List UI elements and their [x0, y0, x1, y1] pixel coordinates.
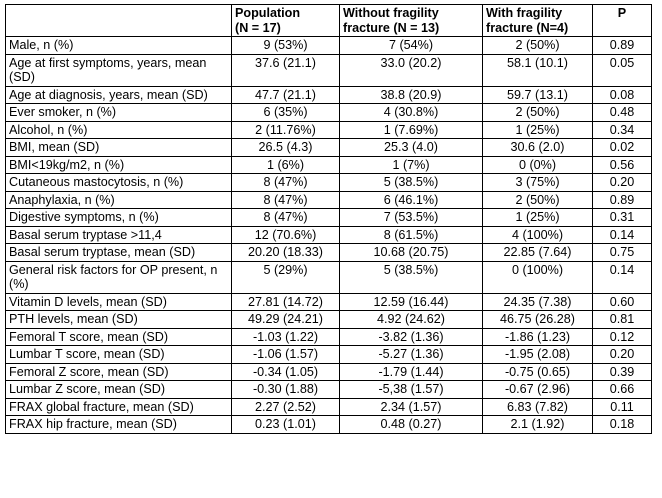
- without-fracture-cell: -5,38 (1.57): [340, 381, 483, 399]
- population-cell: 37.6 (21.1): [232, 54, 340, 86]
- p-value-cell: 0.12: [593, 328, 652, 346]
- without-fracture-cell: 7 (53.5%): [340, 209, 483, 227]
- with-fracture-cell: 1 (25%): [483, 209, 593, 227]
- population-cell: -0.30 (1.88): [232, 381, 340, 399]
- p-value-cell: 0.48: [593, 104, 652, 122]
- with-fracture-cell: 46.75 (26.28): [483, 311, 593, 329]
- p-value-cell: 0.75: [593, 244, 652, 262]
- p-value-cell: 0.31: [593, 209, 652, 227]
- population-cell: 9 (53%): [232, 37, 340, 55]
- population-cell: 8 (47%): [232, 174, 340, 192]
- population-cell: 26.5 (4.3): [232, 139, 340, 157]
- variable-cell: General risk factors for OP present, n (%): [6, 261, 232, 293]
- population-cell: 27.81 (14.72): [232, 293, 340, 311]
- population-cell: -1.03 (1.22): [232, 328, 340, 346]
- p-value-cell: 0.08: [593, 86, 652, 104]
- variable-cell: BMI<19kg/m2, n (%): [6, 156, 232, 174]
- table-row: [6, 37, 652, 55]
- without-fracture-cell: 1 (7%): [340, 156, 483, 174]
- without-fracture-cell: 4.92 (24.62): [340, 311, 483, 329]
- table-row: [6, 209, 652, 227]
- variable-cell: Ever smoker, n (%): [6, 104, 232, 122]
- with-fracture-cell: 30.6 (2.0): [483, 139, 593, 157]
- population-cell: 8 (47%): [232, 191, 340, 209]
- table-row: [6, 121, 652, 139]
- with-fracture-cell: -1.86 (1.23): [483, 328, 593, 346]
- header-cell-p: P: [593, 5, 652, 37]
- table-row: [6, 54, 652, 86]
- population-cell: 8 (47%): [232, 209, 340, 227]
- with-fracture-cell: 2 (50%): [483, 104, 593, 122]
- with-fracture-cell: 2 (50%): [483, 191, 593, 209]
- population-cell: 6 (35%): [232, 104, 340, 122]
- table-row: [6, 381, 652, 399]
- variable-cell: Age at first symptoms, years, mean (SD): [6, 54, 232, 86]
- variable-cell: Alcohol, n (%): [6, 121, 232, 139]
- header-cell-without-fracture: [340, 5, 483, 37]
- table-row: [6, 328, 652, 346]
- variable-cell: PTH levels, mean (SD): [6, 311, 232, 329]
- population-cell: 12 (70.6%): [232, 226, 340, 244]
- without-fracture-cell: 2.34 (1.57): [340, 398, 483, 416]
- table-row: [6, 261, 652, 293]
- table-row: [6, 174, 652, 192]
- table-row: [6, 156, 652, 174]
- with-fracture-cell: -0.75 (0.65): [483, 363, 593, 381]
- with-fracture-cell: -0.67 (2.96): [483, 381, 593, 399]
- with-fracture-cell: 2 (50%): [483, 37, 593, 55]
- table-row: [6, 346, 652, 364]
- without-fracture-cell: 10.68 (20.75): [340, 244, 483, 262]
- variable-cell: FRAX global fracture, mean (SD): [6, 398, 232, 416]
- p-value-cell: 0.05: [593, 54, 652, 86]
- table-row: [6, 139, 652, 157]
- p-value-cell: 0.39: [593, 363, 652, 381]
- p-value-cell: 0.20: [593, 346, 652, 364]
- p-value-cell: 0.18: [593, 416, 652, 434]
- without-fracture-cell: 12.59 (16.44): [340, 293, 483, 311]
- variable-cell: BMI, mean (SD): [6, 139, 232, 157]
- header-row: [6, 5, 652, 37]
- header-line: fracture (N=4): [486, 20, 569, 35]
- p-value-cell: 0.56: [593, 156, 652, 174]
- p-value-cell: 0.34: [593, 121, 652, 139]
- without-fracture-cell: 0.48 (0.27): [340, 416, 483, 434]
- population-cell: 49.29 (24.21): [232, 311, 340, 329]
- header-line: fracture (N = 13): [343, 20, 440, 35]
- population-cell: 2.27 (2.52): [232, 398, 340, 416]
- with-fracture-cell: -1.95 (2.08): [483, 346, 593, 364]
- table-row: [6, 311, 652, 329]
- with-fracture-cell: 6.83 (7.82): [483, 398, 593, 416]
- variable-cell: Age at diagnosis, years, mean (SD): [6, 86, 232, 104]
- header-cell-with-fracture: [483, 5, 593, 37]
- table-row: [6, 104, 652, 122]
- without-fracture-cell: 7 (54%): [340, 37, 483, 55]
- without-fracture-cell: 5 (38.5%): [340, 174, 483, 192]
- variable-cell: Lumbar Z score, mean (SD): [6, 381, 232, 399]
- with-fracture-cell: 1 (25%): [483, 121, 593, 139]
- p-value-cell: 0.89: [593, 191, 652, 209]
- population-cell: -1.06 (1.57): [232, 346, 340, 364]
- population-cell: 5 (29%): [232, 261, 340, 293]
- p-value-cell: 0.20: [593, 174, 652, 192]
- with-fracture-cell: 2.1 (1.92): [483, 416, 593, 434]
- variable-cell: Male, n (%): [6, 37, 232, 55]
- without-fracture-cell: -5.27 (1.36): [340, 346, 483, 364]
- with-fracture-cell: 22.85 (7.64): [483, 244, 593, 262]
- without-fracture-cell: 5 (38.5%): [340, 261, 483, 293]
- table-header: [6, 5, 652, 37]
- variable-cell: Basal serum tryptase >11,4: [6, 226, 232, 244]
- table-row: [6, 191, 652, 209]
- variable-cell: Anaphylaxia, n (%): [6, 191, 232, 209]
- table-row: [6, 363, 652, 381]
- variable-cell: Digestive symptoms, n (%): [6, 209, 232, 227]
- variable-cell: Cutaneous mastocytosis, n (%): [6, 174, 232, 192]
- without-fracture-cell: -1.79 (1.44): [340, 363, 483, 381]
- table-body: [6, 37, 652, 434]
- with-fracture-cell: 0 (0%): [483, 156, 593, 174]
- p-value-cell: 0.14: [593, 261, 652, 293]
- p-value-cell: 0.02: [593, 139, 652, 157]
- header-line: With fragility: [486, 6, 563, 20]
- without-fracture-cell: 4 (30.8%): [340, 104, 483, 122]
- table-row: [6, 244, 652, 262]
- header-cell-population: [232, 5, 340, 37]
- header-line: Without fragility: [343, 6, 439, 20]
- table-row: [6, 416, 652, 434]
- p-value-cell: 0.11: [593, 398, 652, 416]
- without-fracture-cell: 25.3 (4.0): [340, 139, 483, 157]
- with-fracture-cell: 4 (100%): [483, 226, 593, 244]
- without-fracture-cell: 38.8 (20.9): [340, 86, 483, 104]
- p-value-cell: 0.66: [593, 381, 652, 399]
- without-fracture-cell: 6 (46.1%): [340, 191, 483, 209]
- variable-cell: Vitamin D levels, mean (SD): [6, 293, 232, 311]
- table-row: [6, 226, 652, 244]
- table-row: [6, 293, 652, 311]
- p-value-cell: 0.60: [593, 293, 652, 311]
- variable-cell: Femoral Z score, mean (SD): [6, 363, 232, 381]
- population-cell: 20.20 (18.33): [232, 244, 340, 262]
- p-value-cell: 0.14: [593, 226, 652, 244]
- population-cell: 47.7 (21.1): [232, 86, 340, 104]
- variable-cell: Femoral T score, mean (SD): [6, 328, 232, 346]
- variable-cell: Lumbar T score, mean (SD): [6, 346, 232, 364]
- results-table: [5, 4, 652, 434]
- header-cell-variable: [6, 5, 232, 37]
- header-line: (N = 17): [235, 20, 281, 35]
- population-cell: -0.34 (1.05): [232, 363, 340, 381]
- population-cell: 2 (11.76%): [232, 121, 340, 139]
- population-cell: 0.23 (1.01): [232, 416, 340, 434]
- without-fracture-cell: 1 (7.69%): [340, 121, 483, 139]
- variable-cell: Basal serum tryptase, mean (SD): [6, 244, 232, 262]
- with-fracture-cell: 24.35 (7.38): [483, 293, 593, 311]
- table-row: [6, 86, 652, 104]
- p-value-cell: 0.89: [593, 37, 652, 55]
- header-line: Population: [235, 6, 301, 20]
- table-row: [6, 398, 652, 416]
- with-fracture-cell: 0 (100%): [483, 261, 593, 293]
- with-fracture-cell: 59.7 (13.1): [483, 86, 593, 104]
- with-fracture-cell: 3 (75%): [483, 174, 593, 192]
- p-value-cell: 0.81: [593, 311, 652, 329]
- without-fracture-cell: 33.0 (20.2): [340, 54, 483, 86]
- with-fracture-cell: 58.1 (10.1): [483, 54, 593, 86]
- variable-cell: FRAX hip fracture, mean (SD): [6, 416, 232, 434]
- without-fracture-cell: 8 (61.5%): [340, 226, 483, 244]
- without-fracture-cell: -3.82 (1.36): [340, 328, 483, 346]
- population-cell: 1 (6%): [232, 156, 340, 174]
